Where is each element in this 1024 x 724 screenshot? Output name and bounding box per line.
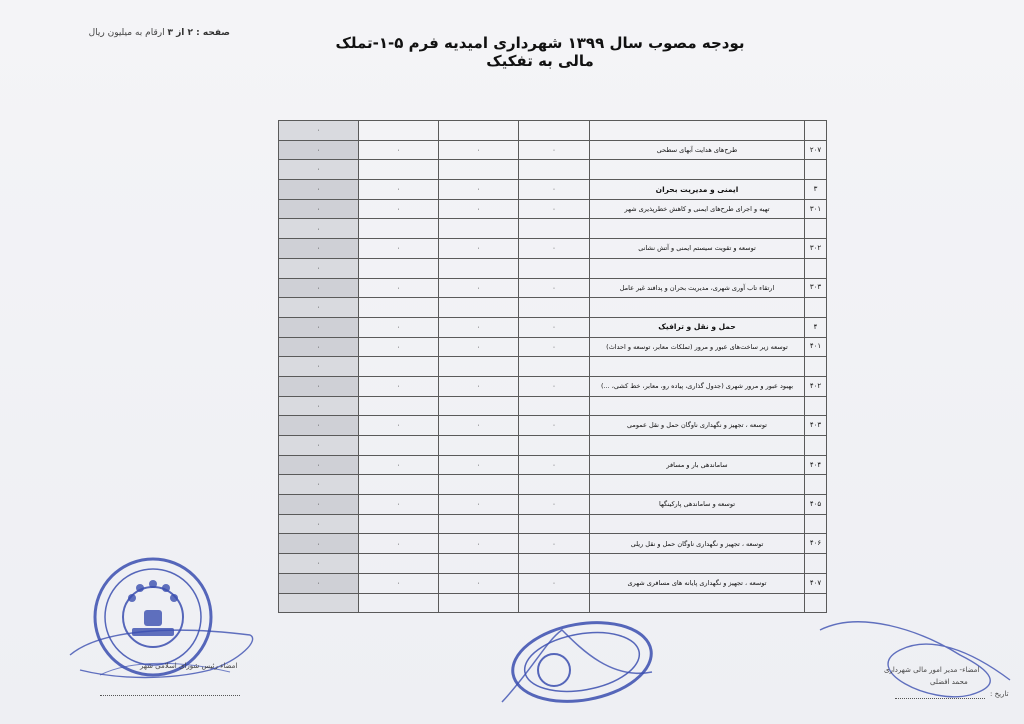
- value-column-3: [439, 436, 519, 456]
- table-row: [279, 298, 827, 318]
- value-column-2: [359, 219, 439, 239]
- value-column-1: ۰: [279, 140, 359, 160]
- value-column-1: ۰: [279, 199, 359, 219]
- value-column-2: [359, 475, 439, 495]
- row-description: تهیه و اجرای طرح‌های ایمنی و کاهش خطرپذیری شهر: [590, 199, 805, 219]
- value-column-1: ۰: [279, 534, 359, 554]
- value-column-4: [519, 475, 590, 495]
- value-column-2: [359, 160, 439, 180]
- row-description: [590, 436, 805, 456]
- finance-manager-label: امضاء- مدیر امور مالی شهرداری: [884, 666, 980, 674]
- row-description: توسعه و تقویت سیستم ایمنی و آتش نشانی: [590, 239, 805, 259]
- value-column-1: ۰: [279, 121, 359, 141]
- table-row: [279, 278, 827, 298]
- row-description: [590, 258, 805, 278]
- row-code: ۴۰۵: [805, 495, 827, 515]
- document-title: بودجه مصوب سال ۱۳۹۹ شهرداری امیدیه فرم ۵-۱-تملک مالی به تفکیک: [335, 34, 745, 70]
- value-column-3: ۰: [439, 455, 519, 475]
- table-row: [279, 554, 827, 574]
- table-row: [279, 455, 827, 475]
- table-row: [279, 140, 827, 160]
- value-column-2: [359, 593, 439, 613]
- row-code: ۳۰۱: [805, 199, 827, 219]
- value-column-2: [359, 258, 439, 278]
- row-code: ۳۰۳: [805, 278, 827, 298]
- value-column-2: ۰: [359, 317, 439, 337]
- value-column-4: [519, 121, 590, 141]
- value-column-4: [519, 396, 590, 416]
- row-description: توسعه و ساماندهی پارکینگها: [590, 495, 805, 515]
- value-column-1: ۰: [279, 455, 359, 475]
- row-description: [590, 514, 805, 534]
- table-row: [279, 475, 827, 495]
- value-column-4: ۰: [519, 317, 590, 337]
- row-code: [805, 298, 827, 318]
- value-column-3: ۰: [439, 573, 519, 593]
- table-row: [279, 436, 827, 456]
- value-column-2: ۰: [359, 416, 439, 436]
- finance-manager-name: محمد افضلی: [930, 678, 968, 686]
- value-column-3: [439, 258, 519, 278]
- value-column-4: ۰: [519, 573, 590, 593]
- row-description: [590, 160, 805, 180]
- row-code: [805, 258, 827, 278]
- right-signature: [800, 610, 1020, 705]
- value-column-4: ۰: [519, 337, 590, 357]
- row-description: [590, 298, 805, 318]
- value-column-3: ۰: [439, 180, 519, 200]
- value-column-3: [439, 554, 519, 574]
- value-column-3: [439, 396, 519, 416]
- value-column-3: [439, 357, 519, 377]
- value-column-2: ۰: [359, 376, 439, 396]
- value-column-1: ۰: [279, 160, 359, 180]
- date-label: تاریخ :: [990, 690, 1009, 698]
- table-row: [279, 121, 827, 141]
- table-row: [279, 258, 827, 278]
- row-code: ۴: [805, 317, 827, 337]
- left-signature: [60, 600, 270, 690]
- row-description: توسعه ، تجهیز و نگهداری ناوگان حمل و نقل ریلی: [590, 534, 805, 554]
- page-number: صفحه : ۲ از ۳: [167, 28, 230, 38]
- value-column-1: ۰: [279, 416, 359, 436]
- row-description: [590, 121, 805, 141]
- row-description: [590, 219, 805, 239]
- value-column-3: ۰: [439, 416, 519, 436]
- value-column-4: [519, 258, 590, 278]
- value-column-1: ۰: [279, 219, 359, 239]
- budget-table-body: [279, 121, 827, 613]
- value-column-3: [439, 298, 519, 318]
- value-column-3: [439, 475, 519, 495]
- value-column-1: ۰: [279, 514, 359, 534]
- table-row: [279, 396, 827, 416]
- row-description: طرح‌های هدایت آبهای سطحی: [590, 140, 805, 160]
- value-column-3: ۰: [439, 239, 519, 259]
- row-description: بهبود عبور و مرور شهری (جدول گذاری، پیاده رو، معابر، خط کشی، ...): [590, 376, 805, 396]
- value-column-2: ۰: [359, 534, 439, 554]
- value-column-2: [359, 357, 439, 377]
- row-description: ارتقاء تاب آوری شهری، مدیریت بحران و پدافند غیر عامل: [590, 278, 805, 298]
- value-column-2: [359, 121, 439, 141]
- value-column-4: ۰: [519, 455, 590, 475]
- value-column-4: [519, 219, 590, 239]
- value-column-2: ۰: [359, 199, 439, 219]
- table-row: [279, 376, 827, 396]
- row-code: ۴۰۳: [805, 416, 827, 436]
- row-description: حمل و نقل و ترافیک: [590, 317, 805, 337]
- table-row: [279, 337, 827, 357]
- value-column-1: ۰: [279, 298, 359, 318]
- value-column-2: ۰: [359, 495, 439, 515]
- value-column-3: ۰: [439, 140, 519, 160]
- row-code: [805, 160, 827, 180]
- value-column-4: [519, 357, 590, 377]
- row-code: ۲۰۷: [805, 140, 827, 160]
- value-column-2: ۰: [359, 337, 439, 357]
- row-code: [805, 514, 827, 534]
- value-column-2: [359, 396, 439, 416]
- value-column-3: [439, 160, 519, 180]
- value-column-1: ۰: [279, 554, 359, 574]
- value-column-4: [519, 514, 590, 534]
- unit-note: ارقام به میلیون ریال: [88, 28, 165, 38]
- row-description: توسعه زیر ساخت‌های عبور و مرور (تملکات معابر، توسعه و احداث): [590, 337, 805, 357]
- value-column-4: ۰: [519, 416, 590, 436]
- value-column-4: [519, 554, 590, 574]
- value-column-4: ۰: [519, 534, 590, 554]
- value-column-1: ۰: [279, 278, 359, 298]
- row-description: [590, 357, 805, 377]
- value-column-1: ۰: [279, 475, 359, 495]
- row-description: [590, 554, 805, 574]
- value-column-1: ۰: [279, 317, 359, 337]
- row-code: ۴۰۱: [805, 337, 827, 357]
- value-column-4: ۰: [519, 180, 590, 200]
- page-header-info: [88, 28, 230, 38]
- value-column-4: ۰: [519, 199, 590, 219]
- value-column-3: ۰: [439, 376, 519, 396]
- row-code: ۴۰۴: [805, 455, 827, 475]
- value-column-3: ۰: [439, 199, 519, 219]
- row-code: [805, 357, 827, 377]
- value-column-2: ۰: [359, 455, 439, 475]
- value-column-1: ۰: [279, 337, 359, 357]
- value-column-2: ۰: [359, 278, 439, 298]
- table-row: [279, 514, 827, 534]
- value-column-2: ۰: [359, 573, 439, 593]
- row-code: [805, 436, 827, 456]
- value-column-1: ۰: [279, 180, 359, 200]
- row-description: [590, 396, 805, 416]
- left-signature-line: [100, 695, 240, 696]
- row-description: ساماندهی بار و مسافر: [590, 455, 805, 475]
- row-code: [805, 475, 827, 495]
- value-column-3: ۰: [439, 534, 519, 554]
- value-column-3: [439, 514, 519, 534]
- value-column-1: ۰: [279, 573, 359, 593]
- row-code: ۳۰۲: [805, 239, 827, 259]
- row-code: ۴۰۶: [805, 534, 827, 554]
- table-row: [279, 573, 827, 593]
- right-date-line: [895, 698, 985, 699]
- value-column-4: ۰: [519, 140, 590, 160]
- value-column-4: [519, 298, 590, 318]
- value-column-4: ۰: [519, 278, 590, 298]
- value-column-4: ۰: [519, 239, 590, 259]
- row-description: ایمنی و مدیریت بحران: [590, 180, 805, 200]
- table-row: [279, 199, 827, 219]
- budget-table: [278, 120, 827, 613]
- value-column-2: [359, 436, 439, 456]
- table-row: [279, 357, 827, 377]
- value-column-3: ۰: [439, 337, 519, 357]
- value-column-4: ۰: [519, 376, 590, 396]
- value-column-1: ۰: [279, 357, 359, 377]
- row-code: [805, 554, 827, 574]
- table-row: [279, 239, 827, 259]
- value-column-2: [359, 514, 439, 534]
- table-row: [279, 495, 827, 515]
- value-column-2: [359, 554, 439, 574]
- value-column-2: ۰: [359, 140, 439, 160]
- value-column-1: ۰: [279, 396, 359, 416]
- row-code: [805, 396, 827, 416]
- row-code: ۴۰۷: [805, 573, 827, 593]
- value-column-1: ۰: [279, 376, 359, 396]
- value-column-3: ۰: [439, 495, 519, 515]
- governorate-stamp: [492, 610, 662, 710]
- row-description: [590, 475, 805, 495]
- value-column-3: ۰: [439, 317, 519, 337]
- row-description: توسعه ، تجهیز و نگهداری پایانه های مسافری شهری: [590, 573, 805, 593]
- value-column-1: ۰: [279, 436, 359, 456]
- row-description: توسعه ، تجهیز و نگهداری ناوگان حمل و نقل عمومی: [590, 416, 805, 436]
- value-column-1: ۰: [279, 258, 359, 278]
- table-row: [279, 534, 827, 554]
- row-code: [805, 121, 827, 141]
- value-column-1: ۰: [279, 495, 359, 515]
- value-column-3: ۰: [439, 278, 519, 298]
- value-column-2: ۰: [359, 180, 439, 200]
- table-row: [279, 317, 827, 337]
- value-column-2: ۰: [359, 239, 439, 259]
- row-code: ۴۰۲: [805, 376, 827, 396]
- table-row: [279, 160, 827, 180]
- row-code: [805, 219, 827, 239]
- value-column-2: [359, 298, 439, 318]
- value-column-4: ۰: [519, 495, 590, 515]
- value-column-4: [519, 160, 590, 180]
- value-column-3: [439, 219, 519, 239]
- table-row: [279, 219, 827, 239]
- row-code: ۳: [805, 180, 827, 200]
- table-row: [279, 180, 827, 200]
- council-signature-label: امضاء رئیس شورای اسلامی شهر: [140, 662, 238, 670]
- value-column-1: [279, 593, 359, 613]
- value-column-1: ۰: [279, 239, 359, 259]
- value-column-4: [519, 436, 590, 456]
- value-column-3: [439, 121, 519, 141]
- table-row: [279, 416, 827, 436]
